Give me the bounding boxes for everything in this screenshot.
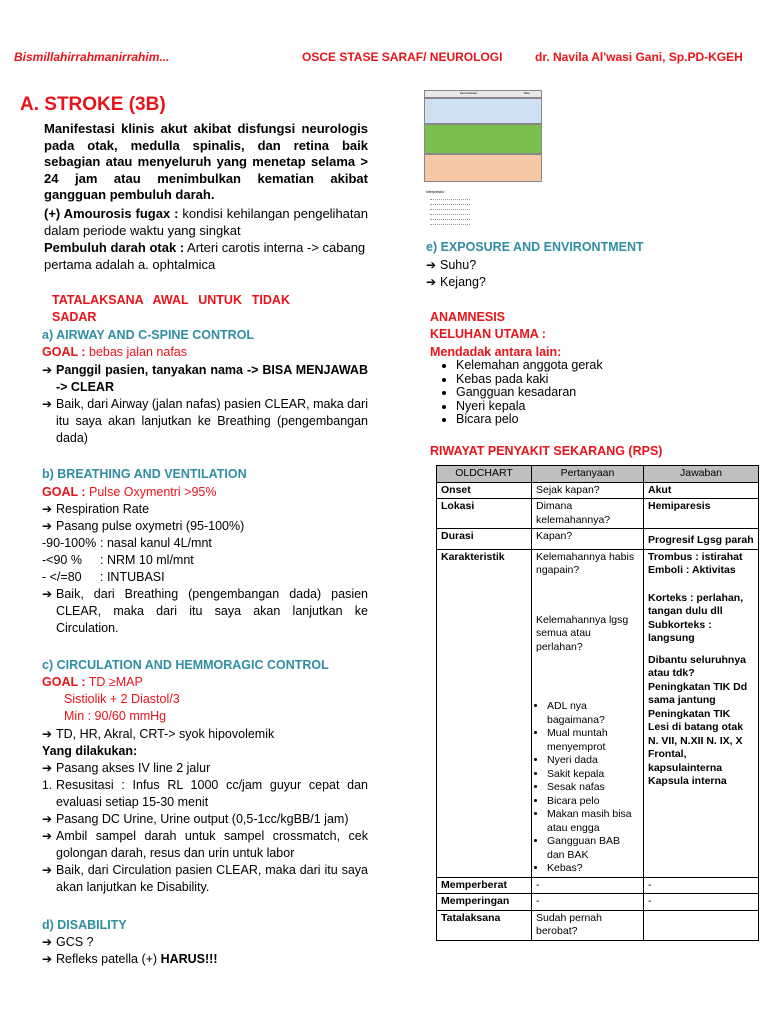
table-row <box>437 910 759 940</box>
oxy-level-3 <box>42 569 368 586</box>
circulation-item-5: Baik, dari Circulation pasien CLEAR, maka dari itu saya akan lanjutkan ke Disability. <box>56 863 368 894</box>
row-question: - <box>532 894 644 911</box>
karakteristik-questions <box>532 549 644 877</box>
thumbnail-block-peach <box>424 154 542 182</box>
circulation-goal-label: GOAL : <box>42 675 86 689</box>
list-item <box>42 518 368 535</box>
row-label-memperingan: Memperingan <box>437 894 532 911</box>
row-label-tatalaksana: Tatalaksana <box>437 910 532 940</box>
list-item: • Nyeri kepala <box>456 400 738 414</box>
arrow-icon: ➔ <box>426 275 437 289</box>
header-left: Bismillahirrahmanirrahim... <box>14 50 170 64</box>
list-item <box>42 586 368 637</box>
refleks-text: Refleks patella (+) <box>56 952 161 966</box>
col-header-pertanyaan: Pertanyaan <box>532 466 644 483</box>
arrow-icon: ➔ <box>42 502 53 516</box>
arrow-icon: ➔ <box>42 519 53 533</box>
k-answer-3: Dibantu seluruhnya atau tdk? Peningkatan TIK Dd sama jantung Peningkatan TIK Lesi di batang otak N. VII, N.XII N. IX, X Frontal, kapsulainterna Kapsula interna <box>648 653 748 787</box>
list-item: • Makan masih bisa atau engga <box>547 808 639 835</box>
airway-goal <box>42 344 187 361</box>
row-answer: Hemiparesis <box>644 499 759 529</box>
oxy-level-1 <box>42 535 368 552</box>
row-answer: Progresif Lgsg parah <box>644 529 759 550</box>
header-right: dr. Navila Al'wasi Gani, Sp.PD-KGEH <box>535 50 743 64</box>
thumbnail-interp: Interpretasi: <box>426 190 445 194</box>
breathing-item-2: Pasang pulse oxymetri (95-100%) <box>56 519 245 533</box>
table-row <box>437 894 759 911</box>
table-row <box>437 529 759 550</box>
thumbnail-header-col1: Pemeriksaan <box>459 91 478 95</box>
keluhan-utama: KELUHAN UTAMA : <box>430 327 546 341</box>
list-item: • Sakit kepala <box>547 768 639 782</box>
thumbnail-interp-list <box>430 196 470 232</box>
pembuluh-note <box>44 240 368 273</box>
list-item: • Kebas pada kaki <box>456 373 738 387</box>
amourosis-note <box>44 206 368 239</box>
arrow-icon: ➔ <box>42 952 53 966</box>
list-item: • Kelemahan anggota gerak <box>456 359 738 373</box>
list-item <box>42 934 368 951</box>
gcs-item: GCS ? <box>56 935 94 949</box>
exposure-items <box>426 257 726 291</box>
rps-title: RIWAYAT PENYAKIT SEKARANG (RPS) <box>430 444 663 458</box>
thumbnail-line <box>430 204 470 205</box>
pembuluh-text: Arteri carotis interna -> cabang pertama adalah a. ophtalmica <box>44 240 366 272</box>
resusitasi-item: Resusitasi : Infus RL 1000 cc/jam guyur cepat dan evaluasi setiap 15-30 menit <box>56 778 368 809</box>
row-question: Sejak kapan? <box>532 482 644 499</box>
stroke-definition: Manifestasi klinis akut akibat disfungsi neurologis pada otak, medulla spinalis, dan retina baik sebagian atau menyeluruh yang menetap selama > 24 jam atau menimbulkan kematian akibat gangguan pembuluh darah. <box>44 121 368 202</box>
header-center: OSCE STASE SARAF/ NEUROLOGI <box>302 50 503 64</box>
breathing-goal-label: GOAL : <box>42 485 86 499</box>
tatalaksana-heading: TATALAKSANA AWAL UNTUK TIDAK SADAR <box>52 293 290 324</box>
thumbnail-line <box>430 209 470 210</box>
oxy-action: : nasal kanul 4L/mnt <box>100 536 212 550</box>
mendadak-label: Mendadak antara lain: <box>430 345 562 359</box>
col-header-jawaban: Jawaban <box>644 466 759 483</box>
thumbnail-block-green <box>424 124 542 154</box>
list-item: • Gangguan kesadaran <box>456 386 738 400</box>
pembuluh-label: Pembuluh darah otak : <box>44 240 185 255</box>
list-item <box>42 362 368 396</box>
oxy-range: -<90 % <box>42 553 82 567</box>
oxy-action: : INTUBASI <box>100 570 165 584</box>
row-label-lokasi: Lokasi <box>437 499 532 529</box>
table-row <box>437 877 759 894</box>
airway-goal-text: bebas jalan nafas <box>85 345 187 359</box>
circulation-item-1: TD, HR, Akral, CRT-> syok hipovolemik <box>56 727 275 741</box>
anamnesis-title: ANAMNESIS <box>430 310 506 324</box>
circulation-items <box>42 726 368 896</box>
row-label-memperberat: Memperberat <box>437 877 532 894</box>
list-item <box>42 396 368 447</box>
exposure-item-1: Suhu? <box>440 258 477 272</box>
thumbnail-line <box>430 214 470 215</box>
row-label-karakteristik: Karakteristik <box>437 549 532 877</box>
arrow-icon: ➔ <box>42 863 53 877</box>
page-title: A. STROKE (3B) <box>20 94 166 115</box>
thumbnail-header-col2: Nilai <box>523 91 530 95</box>
row-answer <box>644 910 759 940</box>
k-answer-2a: Korteks : perlahan, tangan dulu dll <box>648 591 744 617</box>
airway-item-2: Baik, dari Airway (jalan nafas) pasien CLEAR, maka dari itu saya akan lanjutkan ke Breathing (pengembangan dada) <box>56 397 368 445</box>
disability-title: d) DISABILITY <box>42 918 127 932</box>
list-item: • Bicara pelo <box>547 795 639 809</box>
arrow-icon: ➔ <box>42 812 53 826</box>
circulation-item-2: Pasang akses IV line 2 jalur <box>56 761 211 775</box>
k-answer-2b: Subkorteks : langsung <box>648 618 712 644</box>
circulation-item-3: Pasang DC Urine, Urine output (0,5-1cc/kgBB/1 jam) <box>56 812 349 826</box>
exposure-item-2: Kejang? <box>440 275 486 289</box>
oxy-action: : NRM 10 ml/mnt <box>100 553 194 567</box>
table-row <box>437 499 759 529</box>
row-question: Kapan? <box>532 529 644 550</box>
oxy-level-2 <box>42 552 368 569</box>
list-item <box>426 274 726 291</box>
row-question: Sudah pernah berobat? <box>532 910 644 940</box>
arrow-icon: ➔ <box>42 587 53 601</box>
arrow-icon: ➔ <box>426 258 437 272</box>
refleks-item <box>56 951 368 968</box>
yang-dilakukan: Yang dilakukan: <box>42 744 138 758</box>
circulation-goal-text: TD ≥MAP <box>85 675 143 689</box>
list-item: • Mual muntah menyemprot <box>547 727 639 754</box>
airway-goal-label: GOAL : <box>42 345 86 359</box>
row-label-onset: Onset <box>437 482 532 499</box>
list-item <box>42 777 368 811</box>
table-header-row <box>437 466 759 483</box>
arrow-icon: ➔ <box>42 397 53 411</box>
airway-item-1: Panggil pasien, tanyakan nama -> BISA MENJAWAB -> CLEAR <box>56 363 368 394</box>
list-item: • ADL nya bagaimana? <box>547 700 639 727</box>
row-answer: - <box>644 894 759 911</box>
circulation-title: c) CIRCULATION AND HEMMORAGIC CONTROL <box>42 658 329 672</box>
table-row <box>437 549 759 877</box>
row-label-durasi: Durasi <box>437 529 532 550</box>
circulation-item-4: Ambil sampel darah untuk sampel crossmatch, cek golongan darah, resus dan urin untuk labor <box>56 829 368 860</box>
list-item <box>42 811 368 828</box>
row-answer: Akut <box>644 482 759 499</box>
anamnesis-list <box>438 359 738 427</box>
list-item <box>42 951 368 968</box>
list-item <box>42 760 368 777</box>
breathing-items <box>42 501 368 637</box>
karakteristik-answers <box>644 549 759 877</box>
breathing-closing: Baik, dari Breathing (pengembangan dada) pasien CLEAR, maka dari itu saya akan lanjutkan ke Circulation. <box>56 587 368 635</box>
k-answer-1: Trombus : istirahat Emboli : Aktivitas <box>648 550 743 576</box>
amourosis-text: kondisi kehilangan pengelihatan dalam periode waktu yang singkat <box>44 206 368 238</box>
breathing-item-1: Respiration Rate <box>56 502 150 516</box>
airway-items <box>42 362 368 447</box>
breathing-title: b) BREATHING AND VENTILATION <box>42 467 247 481</box>
thumbnail-header <box>424 90 542 98</box>
list-item: • Gangguan BAB dan BAK <box>547 835 639 862</box>
breathing-goal <box>42 484 217 501</box>
number-marker: 1. <box>42 778 53 792</box>
oxy-range: - </=80 <box>42 570 82 584</box>
airway-title: a) AIRWAY AND C-SPINE CONTROL <box>42 328 255 342</box>
exposure-title: e) EXPOSURE AND ENVIRONTMENT <box>426 240 644 254</box>
col-header-oldchart: OLDCHART <box>437 466 532 483</box>
oxy-range: -90-100% <box>42 536 97 550</box>
arrow-icon: ➔ <box>42 829 53 843</box>
table-row <box>437 482 759 499</box>
k-question-1: Kelemahannya habis ngapain? <box>536 550 635 576</box>
row-answer: - <box>644 877 759 894</box>
circulation-goal <box>42 674 143 691</box>
thumbnail-line <box>430 224 470 225</box>
list-item <box>42 726 368 743</box>
arrow-icon: ➔ <box>42 935 53 949</box>
list-item: • Nyeri dada <box>547 754 639 768</box>
map-formula: Sistiolik + 2 Diastol/3 <box>64 692 180 706</box>
scoring-table-thumbnail <box>424 90 542 186</box>
arrow-icon: ➔ <box>42 363 53 377</box>
harus-text: HARUS!!! <box>160 952 218 966</box>
list-item <box>426 257 726 274</box>
arrow-icon: ➔ <box>42 727 53 741</box>
disability-items <box>42 934 368 968</box>
thumbnail-block-blue <box>424 98 542 124</box>
amourosis-label: (+) Amourosis fugax : <box>44 206 179 221</box>
row-question: - <box>532 877 644 894</box>
list-item: • Bicara pelo <box>456 413 738 427</box>
list-item <box>42 862 368 896</box>
k-question-2: Kelemahannya lgsg semua atau perlahan? <box>536 613 629 653</box>
list-item <box>42 501 368 518</box>
breathing-goal-text: Pulse Oxymentri >95% <box>85 485 217 499</box>
arrow-icon: ➔ <box>42 761 53 775</box>
row-question: Dimana kelemahannya? <box>532 499 644 529</box>
min-bp: Min : 90/60 mmHg <box>64 709 167 723</box>
list-item <box>42 828 368 862</box>
list-item: • Kebas? <box>547 862 639 876</box>
thumbnail-line <box>430 219 470 220</box>
rps-table <box>436 465 759 941</box>
list-item: • Sesak nafas <box>547 781 639 795</box>
k-bullet-list <box>536 700 639 876</box>
thumbnail-line <box>430 199 470 200</box>
